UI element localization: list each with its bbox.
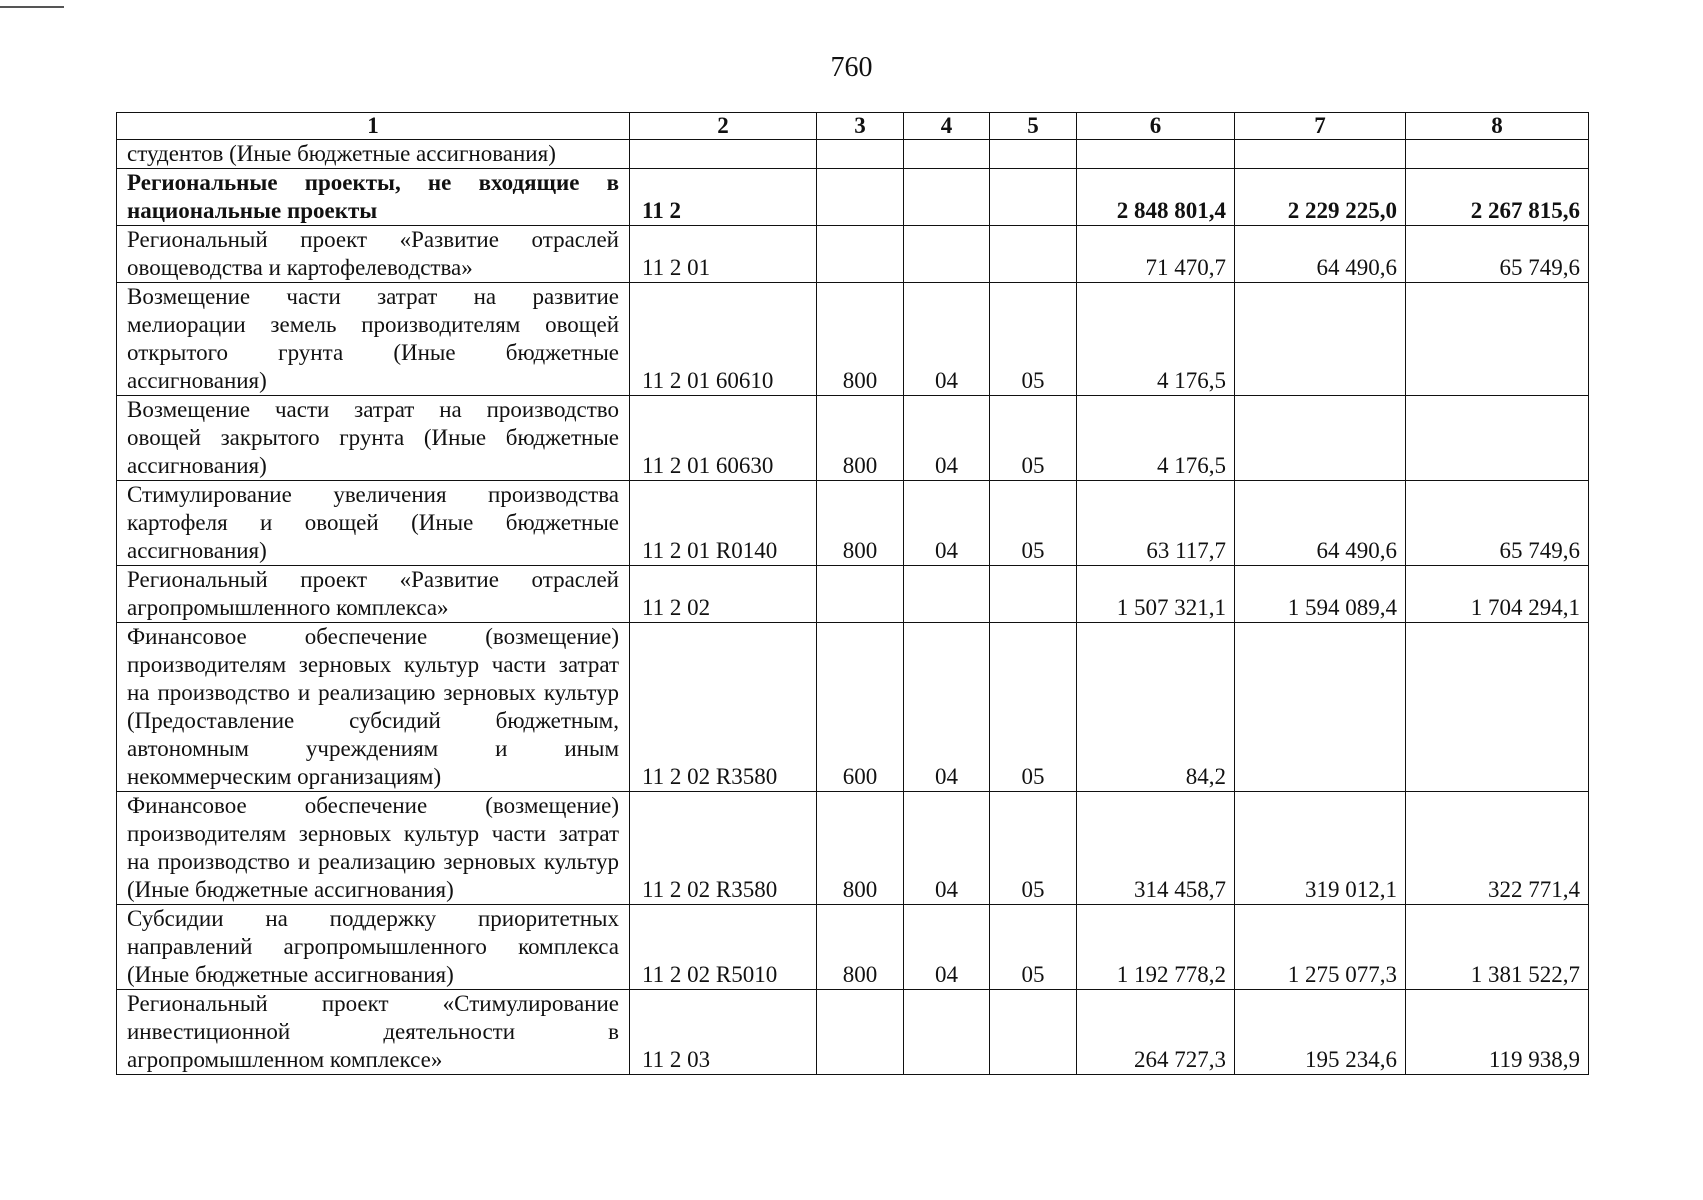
row-amount-6: 4 176,5: [1077, 283, 1235, 396]
row-code: 11 2 01 60630: [630, 396, 817, 481]
row-code: 11 2 02 R3580: [630, 623, 817, 792]
table-row: [117, 396, 1589, 481]
row-description: Региональные проекты, не входящие в национальные проекты: [117, 169, 630, 226]
row-col5: 05: [990, 623, 1077, 792]
row-col4: [904, 169, 990, 226]
budget-table: [116, 112, 1589, 1075]
row-code: 11 2 02 R5010: [630, 905, 817, 990]
row-amount-6: 2 848 801,4: [1077, 169, 1235, 226]
row-col5: 05: [990, 283, 1077, 396]
table-row: [117, 990, 1589, 1075]
row-col4: 04: [904, 481, 990, 566]
row-col3: 800: [817, 905, 904, 990]
row-description: Возмещение части затрат на производство овощей закрытого грунта (Иные бюджетные ассигнования): [117, 396, 630, 481]
row-amount-7: 64 490,6: [1235, 226, 1406, 283]
row-amount-8: 119 938,9: [1406, 990, 1589, 1075]
row-amount-7: [1235, 623, 1406, 792]
row-amount-6: 63 117,7: [1077, 481, 1235, 566]
col-header: 7: [1235, 113, 1406, 140]
row-col5: 05: [990, 481, 1077, 566]
row-col3: 800: [817, 792, 904, 905]
row-amount-6: 314 458,7: [1077, 792, 1235, 905]
row-col3: [817, 990, 904, 1075]
row-amount-7: 2 229 225,0: [1235, 169, 1406, 226]
row-amount-8: 322 771,4: [1406, 792, 1589, 905]
row-col4: [904, 140, 990, 169]
row-col4: 04: [904, 792, 990, 905]
row-col5: [990, 990, 1077, 1075]
row-col5: [990, 226, 1077, 283]
col-header: 3: [817, 113, 904, 140]
row-amount-7: 195 234,6: [1235, 990, 1406, 1075]
row-col5: 05: [990, 905, 1077, 990]
row-amount-7: 319 012,1: [1235, 792, 1406, 905]
row-amount-7: [1235, 396, 1406, 481]
row-amount-8: [1406, 623, 1589, 792]
col-header: 8: [1406, 113, 1589, 140]
row-description: Региональный проект «Стимулирование инвестиционной деятельности в агропромышленном комплексе»: [117, 990, 630, 1075]
table-row: [117, 623, 1589, 792]
row-code: 11 2 02 R3580: [630, 792, 817, 905]
row-col5: [990, 169, 1077, 226]
row-amount-7: 1 594 089,4: [1235, 566, 1406, 623]
row-description: Региональный проект «Развитие отраслей овощеводства и картофелеводства»: [117, 226, 630, 283]
row-amount-6: [1077, 140, 1235, 169]
row-amount-6: 264 727,3: [1077, 990, 1235, 1075]
row-col4: [904, 990, 990, 1075]
row-col4: [904, 226, 990, 283]
header-row: [117, 113, 1589, 140]
row-amount-6: 4 176,5: [1077, 396, 1235, 481]
row-description: Возмещение части затрат на развитие мелиорации земель производителям овощей открытого грунта (Иные бюджетные ассигнования): [117, 283, 630, 396]
row-col4: 04: [904, 396, 990, 481]
row-description: Финансовое обеспечение (возмещение) производителям зерновых культур части затрат на производство и реализацию зерновых культур (Предоставление субсидий бюджетным, автономным учреждениям и иным некоммерческим организациям): [117, 623, 630, 792]
col-header: 2: [630, 113, 817, 140]
row-col4: 04: [904, 623, 990, 792]
row-code: [630, 140, 817, 169]
row-col5: 05: [990, 792, 1077, 905]
table-row: [117, 140, 1589, 169]
row-col5: [990, 140, 1077, 169]
row-amount-6: 1 192 778,2: [1077, 905, 1235, 990]
row-col3: [817, 140, 904, 169]
row-description: студентов (Иные бюджетные ассигнования): [117, 140, 630, 169]
table-row: [117, 566, 1589, 623]
row-amount-6: 84,2: [1077, 623, 1235, 792]
row-amount-8: 1 704 294,1: [1406, 566, 1589, 623]
row-col3: 800: [817, 283, 904, 396]
top-rule: [0, 6, 64, 8]
row-amount-8: [1406, 283, 1589, 396]
table-row: [117, 283, 1589, 396]
row-amount-6: 1 507 321,1: [1077, 566, 1235, 623]
row-amount-7: [1235, 283, 1406, 396]
row-col3: [817, 226, 904, 283]
row-amount-8: 1 381 522,7: [1406, 905, 1589, 990]
row-col3: [817, 169, 904, 226]
col-header: 1: [117, 113, 630, 140]
row-col3: 600: [817, 623, 904, 792]
col-header: 6: [1077, 113, 1235, 140]
row-amount-8: [1406, 140, 1589, 169]
page-number: 760: [830, 52, 873, 83]
row-description: Финансовое обеспечение (возмещение) производителям зерновых культур части затрат на производство и реализацию зерновых культур (Иные бюджетные ассигнования): [117, 792, 630, 905]
row-amount-8: 65 749,6: [1406, 481, 1589, 566]
row-col4: 04: [904, 905, 990, 990]
row-amount-6: 71 470,7: [1077, 226, 1235, 283]
table-row: [117, 481, 1589, 566]
row-amount-8: 2 267 815,6: [1406, 169, 1589, 226]
col-header: 4: [904, 113, 990, 140]
row-code: 11 2 01 R0140: [630, 481, 817, 566]
row-code: 11 2 01 60610: [630, 283, 817, 396]
row-code: 11 2 02: [630, 566, 817, 623]
row-col5: 05: [990, 396, 1077, 481]
row-col3: [817, 566, 904, 623]
table-row: [117, 169, 1589, 226]
row-code: 11 2 03: [630, 990, 817, 1075]
row-col3: 800: [817, 396, 904, 481]
row-code: 11 2: [630, 169, 817, 226]
row-amount-8: 65 749,6: [1406, 226, 1589, 283]
row-col4: 04: [904, 283, 990, 396]
row-col5: [990, 566, 1077, 623]
col-header: 5: [990, 113, 1077, 140]
row-amount-7: 1 275 077,3: [1235, 905, 1406, 990]
table-row: [117, 792, 1589, 905]
row-amount-8: [1406, 396, 1589, 481]
row-description: Стимулирование увеличения производства картофеля и овощей (Иные бюджетные ассигнования): [117, 481, 630, 566]
table-row: [117, 905, 1589, 990]
row-description: Региональный проект «Развитие отраслей агропромышленного комплекса»: [117, 566, 630, 623]
row-amount-7: [1235, 140, 1406, 169]
row-col4: [904, 566, 990, 623]
row-description: Субсидии на поддержку приоритетных направлений агропромышленного комплекса (Иные бюджетные ассигнования): [117, 905, 630, 990]
table-row: [117, 226, 1589, 283]
row-code: 11 2 01: [630, 226, 817, 283]
row-amount-7: 64 490,6: [1235, 481, 1406, 566]
row-col3: 800: [817, 481, 904, 566]
